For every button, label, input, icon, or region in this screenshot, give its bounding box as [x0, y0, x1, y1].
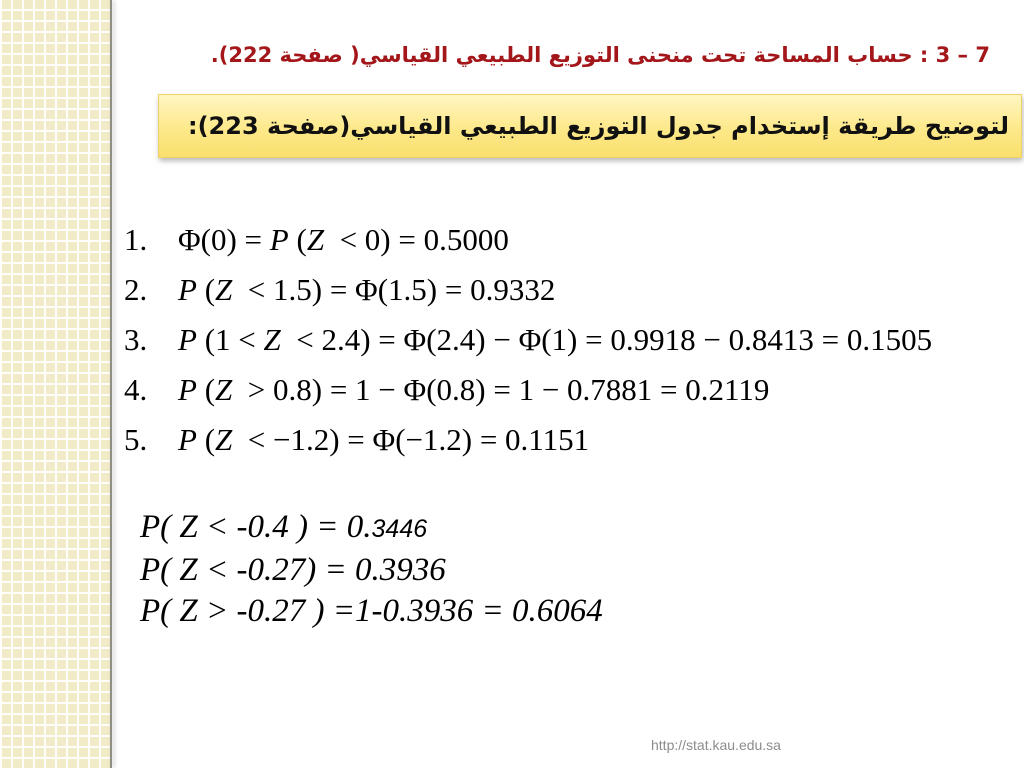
- equation-number: 1.: [124, 222, 148, 257]
- example-text: P( Z < -0.27) = 0.3936: [140, 552, 446, 588]
- equation-row: [0, 368, 1024, 418]
- math-variable: P: [178, 422, 197, 457]
- callout-text: لتوضيح طريقة إستخدام جدول التوزيع الطبيعي القياسي(صفحة 223):: [187, 112, 1009, 140]
- example-text: P( Z > -0.27 ) =1-0.3936 = 0.6064: [140, 593, 603, 629]
- equation-row: [0, 218, 1024, 268]
- equation-list: [0, 218, 1024, 468]
- equation-expression: P (1 < Z < 2.4) = Φ(2.4) − Φ(1) = 0.9918 − 0.8413 = 0.1505: [178, 322, 933, 357]
- math-variable: Z: [215, 372, 233, 407]
- footer-url: http://stat.kau.edu.sa: [651, 737, 781, 753]
- example-text-tail: 3446: [371, 515, 428, 543]
- equation-number: 4.: [124, 372, 148, 407]
- example-text: P( Z < -0.4 ) = 0.: [140, 509, 372, 545]
- example-list: [140, 507, 603, 632]
- equation-row: [0, 268, 1024, 318]
- math-variable: Z: [306, 222, 325, 257]
- math-variable: Z: [263, 322, 281, 357]
- math-variable: P: [178, 372, 197, 407]
- math-variable: P: [178, 272, 197, 307]
- math-variable: Z: [215, 272, 233, 307]
- equation-row: [0, 418, 1024, 468]
- equation-number: 5.: [124, 422, 148, 457]
- math-variable: P: [178, 322, 197, 357]
- math-variable: Z: [215, 422, 233, 457]
- example-line: [140, 591, 603, 632]
- equation-expression: Φ(0) = P (Z < 0) = 0.5000: [178, 222, 509, 257]
- equation-number: 2.: [124, 272, 148, 307]
- callout-box: [158, 94, 1022, 158]
- equation-expression: P (Z < 1.5) = Φ(1.5) = 0.9332: [178, 272, 556, 307]
- example-line: [140, 507, 603, 550]
- equation-expression: P (Z < −1.2) = Φ(−1.2) = 0.1151: [178, 422, 590, 457]
- equation-number: 3.: [124, 322, 148, 357]
- equation-row: [0, 318, 1024, 368]
- example-line: [140, 550, 603, 591]
- slide-title: 7 – 3 : حساب المساحة تحت منحنى التوزيع الطبيعي القياسي( صفحة 222).: [210, 43, 990, 67]
- math-variable: P: [269, 222, 289, 257]
- equation-expression: P (Z > 0.8) = 1 − Φ(0.8) = 1 − 0.7881 = 0.2119: [178, 372, 770, 407]
